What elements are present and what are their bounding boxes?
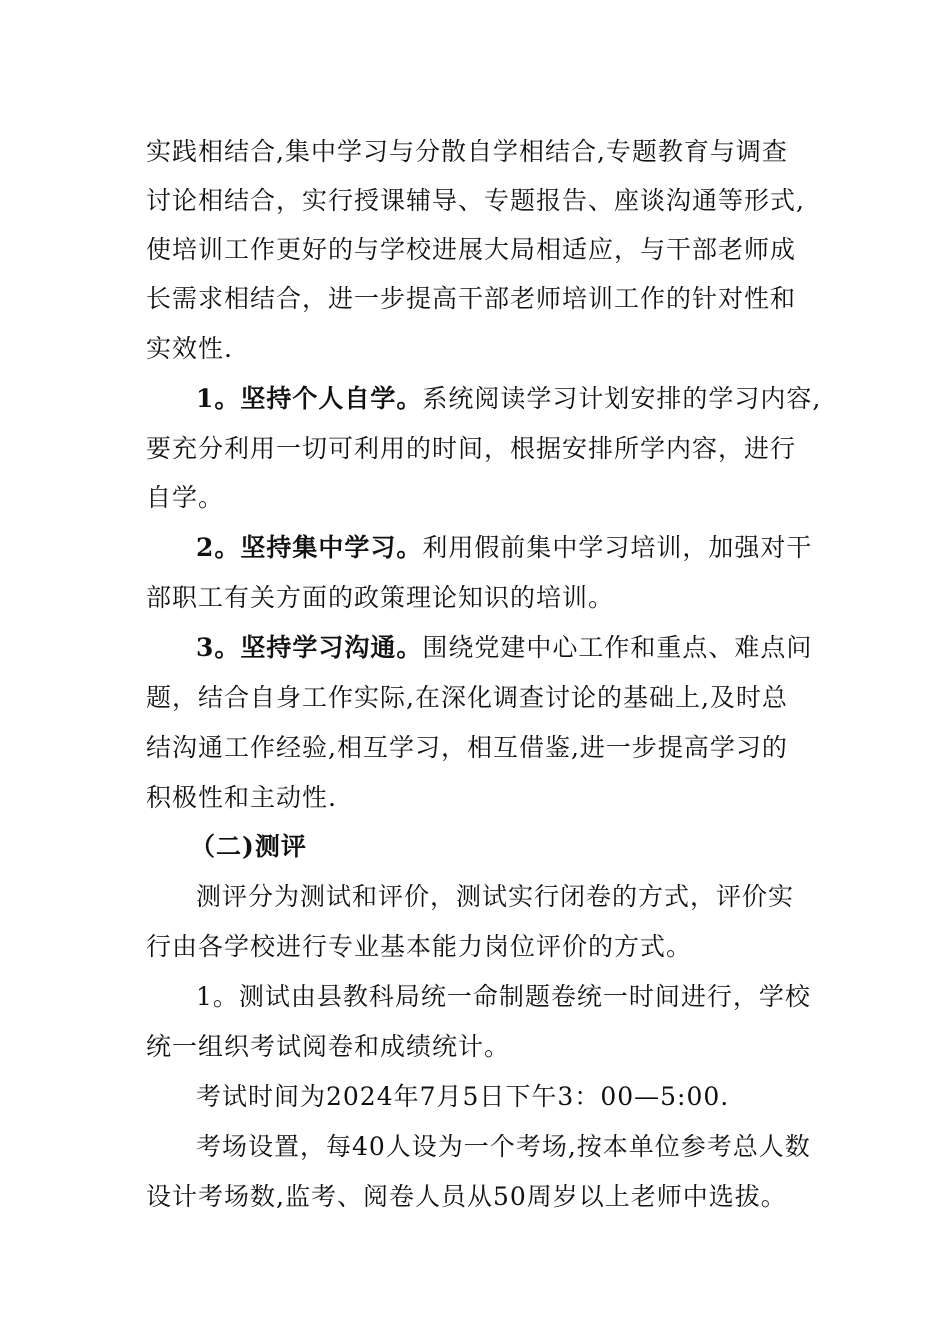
paragraph-first-line [196, 633, 812, 663]
text-line: 讨论相结合，实行授课辅导、专题报告、座谈沟通等形式, [146, 186, 805, 215]
text-line: 自学。 [146, 483, 225, 512]
text-line: 长需求相结合，进一步提高干部老师培训工作的针对性和 [146, 284, 797, 313]
item-text: 围绕党建中心工作和重点、难点问 [422, 633, 813, 662]
paragraph-first-line: 考试时间为2024年7月5日下午3：00—5:00. [196, 1082, 730, 1111]
text-line: 行由各学校进行专业基本能力岗位评价的方式。 [146, 932, 693, 961]
text-line: 题，结合自身工作实际,在深化调查讨论的基础上,及时总 [146, 683, 788, 712]
paragraph-first-line: 测评分为测试和评价，测试实行闭卷的方式，评价实 [196, 882, 795, 911]
item-heading: 2。坚持集中学习。 [196, 533, 423, 562]
text-line: 实践相结合,集中学习与分散自学相结合,专题教育与调查 [146, 137, 788, 166]
text-line: 结沟通工作经验,相互学习，相互借鉴,进一步提高学习的 [146, 733, 788, 762]
text-line: 设计考场数,监考、阅卷人员从50周岁以上老师中选拔。 [146, 1182, 787, 1211]
text-line: 要充分利用一切可利用的时间，根据安排所学内容，进行 [146, 434, 797, 463]
text-line: 部职工有关方面的政策理论知识的培训。 [146, 583, 615, 612]
paragraph-first-line: 考场设置，每40人设为一个考场,按本单位参考总人数 [196, 1132, 811, 1161]
text-line: 统一组织考试阅卷和成绩统计。 [146, 1032, 511, 1061]
paragraph-first-line: 1。测试由县教科局统一命制题卷统一时间进行，学校 [196, 982, 811, 1011]
paragraph-first-line [196, 533, 812, 563]
item-text: 系统阅读学习计划安排的学习内容, [422, 384, 822, 413]
item-heading: 3。坚持学习沟通。 [196, 633, 423, 662]
text-line: 使培训工作更好的与学校进展大局相适应，与干部老师成 [146, 235, 797, 264]
item-heading: 1。坚持个人自学。 [196, 384, 423, 413]
text-line: 积极性和主动性. [146, 783, 337, 812]
section-heading: （二)测评 [190, 832, 307, 861]
item-text: 利用假前集中学习培训，加强对干 [422, 533, 813, 562]
text-line: 实效性. [146, 334, 233, 363]
paragraph-first-line [196, 384, 821, 414]
